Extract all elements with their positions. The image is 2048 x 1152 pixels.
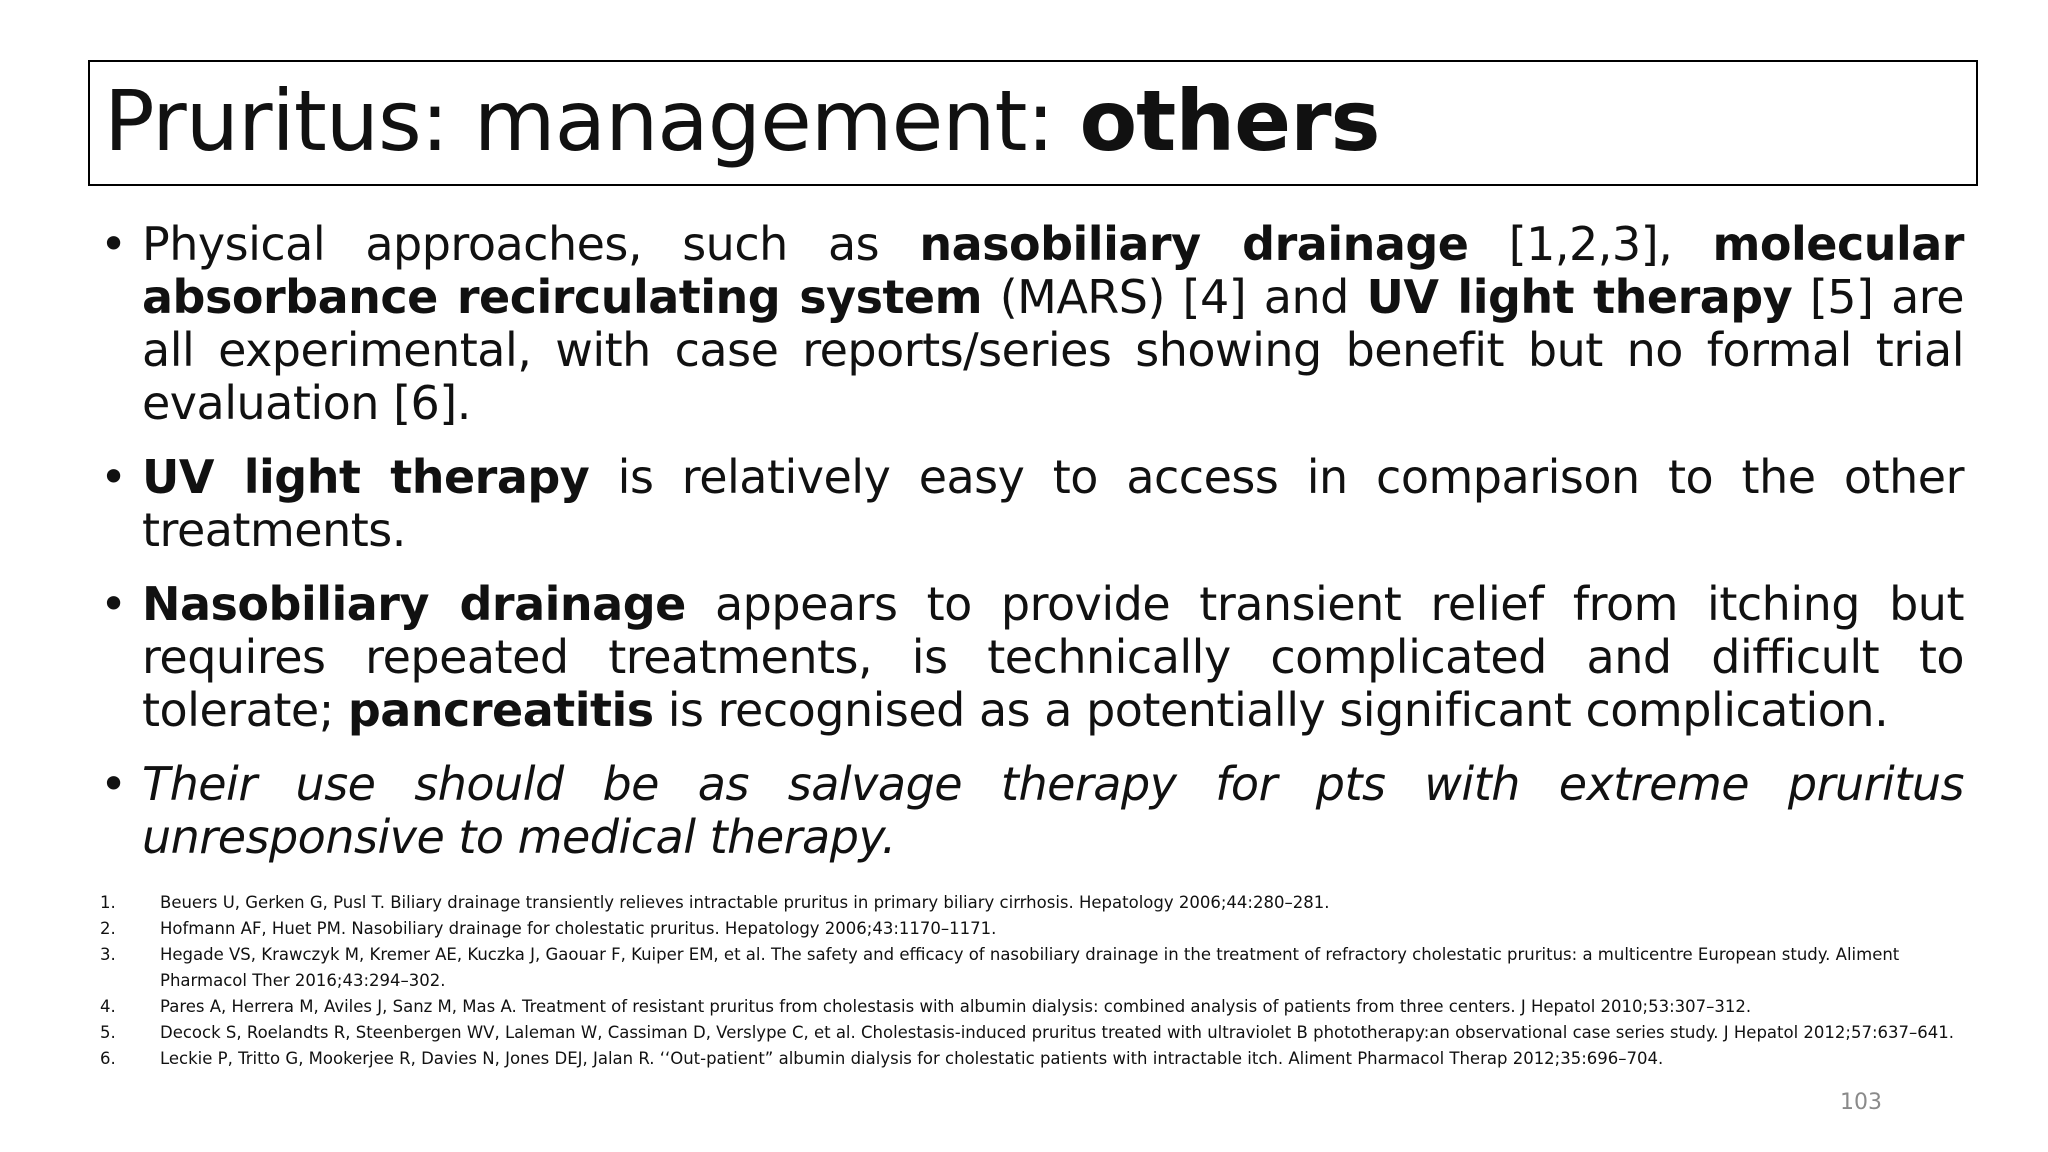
reference-item: [100, 916, 1960, 942]
bullet-item: [100, 218, 1964, 430]
bullet-marker: •: [100, 450, 127, 504]
reference-number: 5.: [100, 1023, 116, 1042]
bullet-text: Physical approaches, such as: [142, 217, 920, 271]
bullet-bold-text: nasobiliary drainage: [919, 217, 1469, 271]
reference-text: Pares A, Herrera M, Aviles J, Sanz M, Mas A. Treatment of resistant pruritus from cholestasis with albumin dialysis: combined analysis of patients from three centers. J Hepatol 2010;53:307–312.: [160, 997, 1752, 1016]
bullet-bold-text: UV light therapy: [1366, 270, 1793, 324]
reference-text: Hegade VS, Krawczyk M, Kremer AE, Kuczka J, Gaouar F, Kuiper EM, et al. The safety and efficacy of nasobiliary drainage in the treatment of refractory cholestatic pruritus: a multicentre European study. Aliment Pharmacol Ther 2016;43:294–302.: [160, 945, 1900, 990]
reference-number: 6.: [100, 1049, 116, 1068]
reference-item: [100, 890, 1960, 916]
slide-number: 103: [1840, 1090, 1882, 1115]
reference-number: 2.: [100, 919, 116, 938]
bullet-item: [100, 578, 1964, 737]
reference-text: Decock S, Roelandts R, Steenbergen WV, Laleman W, Cassiman D, Verslype C, et al. Cholestasis-induced pruritus treated with ultraviolet B phototherapy:an observational case series study. J Hepatol 2012;57:637–641.: [160, 1023, 1955, 1042]
reference-text: Leckie P, Tritto G, Mookerjee R, Davies N, Jones DEJ, Jalan R. ‘‘Out-patient” albumin dialysis for cholestatic patients with intractable itch. Aliment Pharmacol Therap 2012;35:696–704.: [160, 1049, 1664, 1068]
bullet-item: [100, 451, 1964, 557]
bullet-text: is relatively easy to access in comparison to the other treatments.: [142, 450, 1964, 557]
reference-number: 4.: [100, 997, 116, 1016]
bullet-bold-text: pancreatitis: [347, 683, 654, 737]
bullet-italic-text: Their use should be as salvage therapy for pts with extreme pruritus unresponsive to medical therapy.: [142, 757, 1964, 864]
bullet-marker: •: [100, 757, 127, 811]
bullet-marker: •: [100, 577, 127, 631]
reference-number: 3.: [100, 945, 116, 964]
title-box: [88, 60, 1978, 186]
reference-item: [100, 1020, 1960, 1046]
bullet-list: [100, 218, 1964, 864]
bullet-text: is recognised as a potentially significant complication.: [653, 683, 1889, 737]
reference-item: [100, 1046, 1960, 1072]
bullet-marker: •: [100, 217, 127, 271]
bullet-bold-text: molecular absorbance recirculating system: [142, 217, 1964, 324]
bullet-item: [100, 758, 1964, 864]
bullet-text: (MARS) [4] and: [982, 270, 1367, 324]
reference-text: Beuers U, Gerken G, Pusl T. Biliary drainage transiently relieves intractable pruritus in primary biliary cirrhosis. Hepatology 2006;44:280–281.: [160, 893, 1330, 912]
reference-text: Hofmann AF, Huet PM. Nasobiliary drainage for cholestatic pruritus. Hepatology 2006;43:1170–1171.: [160, 919, 997, 938]
bullet-text: appears to provide transient relief from itching but requires repeated treatments, is technically complicated and difficult to tolerate;: [142, 577, 1964, 737]
reference-list: [100, 890, 1960, 1072]
bullet-bold-text: Nasobiliary drainage: [142, 577, 686, 631]
bullet-text: [1,2,3],: [1468, 217, 1713, 271]
slide-title: [104, 66, 1380, 176]
reference-item: [100, 994, 1960, 1020]
slide-title-bold: others: [1079, 72, 1380, 170]
reference-number: 1.: [100, 893, 116, 912]
reference-item: [100, 942, 1960, 994]
bullet-bold-text: UV light therapy: [142, 450, 590, 504]
bullet-text: [5] are all experimental, with case reports/series showing benefit but no formal trial evaluation [6].: [142, 270, 1965, 430]
slide-title-prefix: Pruritus: management:: [104, 72, 1080, 170]
